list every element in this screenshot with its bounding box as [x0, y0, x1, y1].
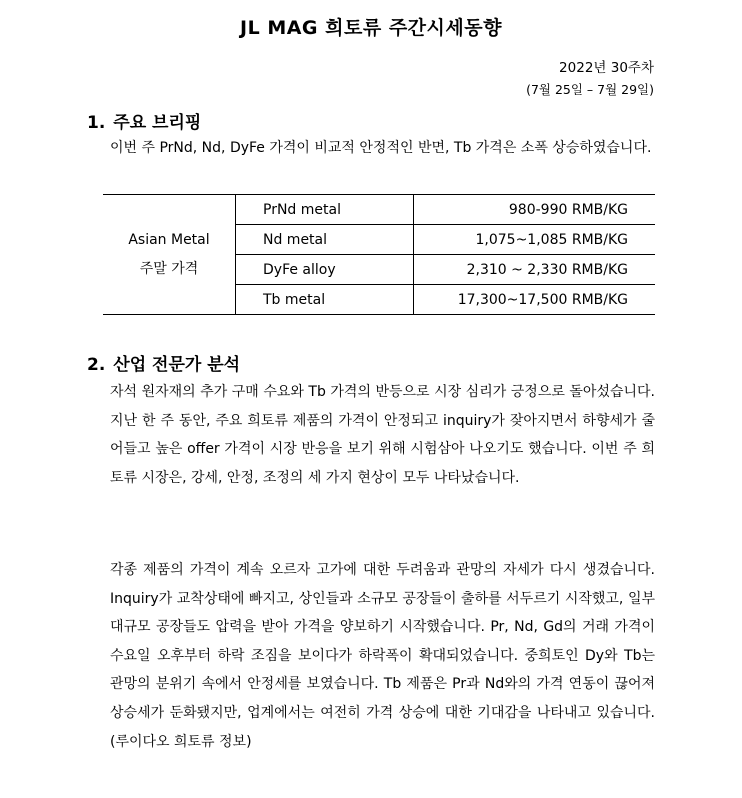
metal-price: 980-990 RMB/KG: [414, 195, 656, 225]
metal-name: PrNd metal: [236, 195, 414, 225]
section-2-number: 2.: [87, 355, 106, 375]
report-title: JL MAG 희토류 주간시세동향: [240, 17, 502, 39]
section-1-intro: 이번 주 PrNd, Nd, DyFe 가격이 비교적 안정적인 반면, Tb 가격은 소폭 상승하였습니다.: [110, 140, 652, 156]
price-source-cell: [103, 195, 236, 315]
price-table: [103, 194, 655, 315]
metal-name: Nd metal: [236, 225, 414, 255]
section-2-paragraph-2: 각종 제품의 가격이 계속 오르자 고가에 대한 두려움과 관망의 자세가 다시 생겼습니다. Inquiry가 교착상태에 빠지고, 상인들과 소규모 공장들이 출하를 서두르기 시작했고, 일부 대규모 공장들도 압력을 받아 가격을 양보하기 시작했습니다. Pr, Nd, Gd의 거래 가격이 수요일 오후부터 하락 조짐을 보이다가 하락폭이 확대되었습니다. 중희토인 Dy와 Tb는 관망의 분위기 속에서 안정세를 보였습니다. Tb 제품은 Pr과 Nd와의 가격 연동이 끊어져 상승세가 둔화됐지만, 업계에서는 여전히 가격 상승에 대한 기대감을 나타내고 있습니다. (루이다오 희토류 정보): [110, 562, 655, 750]
report-date-range: (7월 25일 – 7월 29일): [526, 82, 654, 97]
report-week: 2022년 30주차: [559, 60, 654, 76]
section-1-number: 1.: [87, 113, 106, 133]
metal-price: 1,075~1,085 RMB/KG: [414, 225, 656, 255]
section-2-title: 산업 전문가 분석: [113, 355, 241, 375]
section-1-heading: [87, 108, 201, 133]
metal-price: 17,300~17,500 RMB/KG: [414, 285, 656, 315]
metal-price: 2,310 ~ 2,330 RMB/KG: [414, 255, 656, 285]
metal-name: DyFe alloy: [236, 255, 414, 285]
metal-name: Tb metal: [236, 285, 414, 315]
table-row: [103, 195, 655, 225]
section-2-heading: [87, 350, 240, 375]
price-source-type: 주말 가격: [139, 260, 199, 277]
section-1-title: 주요 브리핑: [113, 113, 202, 133]
price-source-name: Asian Metal: [128, 231, 210, 248]
section-2-paragraph-1: 자석 원자재의 추가 구매 수요와 Tb 가격의 반등으로 시장 심리가 긍정으로 돌아섰습니다. 지난 한 주 동안, 주요 희토류 제품의 가격이 안정되고 inquiry가 잦아지면서 하향세가 줄어들고 높은 offer 가격이 시장 반응을 보기 위해 시험삼아 나오기도 했습니다. 이번 주 희토류 시장은, 강세, 안정, 조정의 세 가지 현상이 모두 나타났습니다.: [110, 384, 655, 486]
